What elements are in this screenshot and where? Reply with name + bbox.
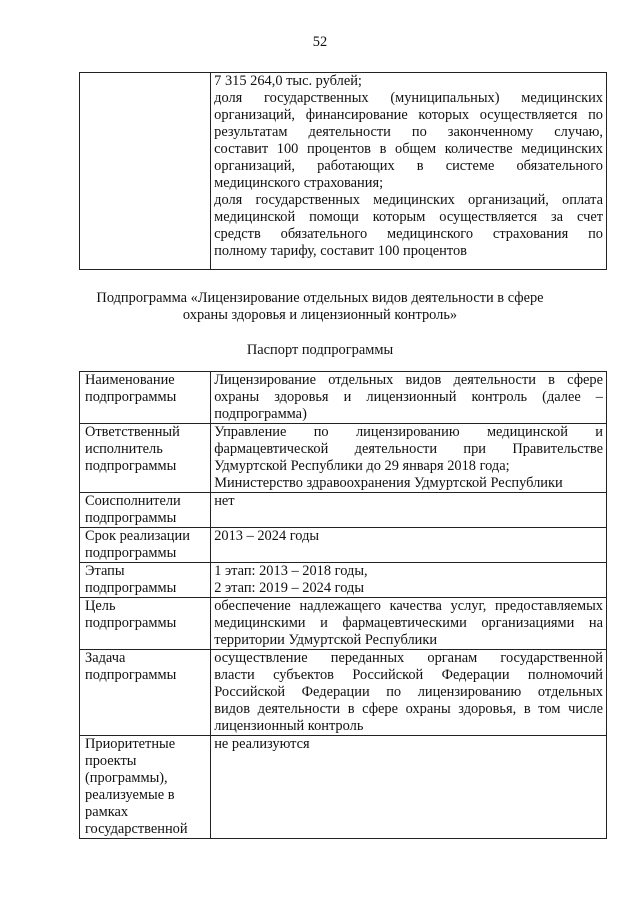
value-line: лицензионный контроль: [214, 718, 364, 734]
passport-label-cell: [80, 424, 211, 493]
value-line: территории Удмуртской Республики: [214, 632, 438, 648]
passport-value-cell: [211, 528, 607, 563]
label-line: Соисполнители: [85, 493, 181, 509]
value-line: Управление по лицензированию медицинской и: [214, 424, 603, 440]
text-line: средств обязательного медицинского страхования по: [214, 226, 603, 242]
text-line: составит 100 процентов в общем количестве медицинских: [214, 141, 603, 157]
label-line: рамках: [85, 804, 129, 820]
label-line: Цель: [85, 598, 116, 614]
passport-label-cell: [80, 528, 211, 563]
subprogram-title-line-2: охраны здоровья и лицензионный контроль»: [182, 307, 458, 323]
value-line: обеспечение надлежащего качества услуг, предоставляемых: [214, 598, 603, 614]
value-line: власти субъектов Российской Федерации полномочий: [214, 667, 603, 683]
label-line: подпрограммы: [85, 545, 177, 561]
value-line: медицинскими и фармацевтическими организациями на: [214, 615, 603, 631]
passport-label-cell: [80, 650, 211, 736]
table-row: [80, 528, 607, 563]
label-line: исполнитель: [85, 441, 163, 457]
value-line: не реализуются: [214, 736, 310, 752]
page-number: 52: [312, 34, 328, 50]
continuation-text-cell: [211, 73, 607, 270]
label-line: подпрограммы: [85, 667, 177, 683]
label-line: подпрограммы: [85, 615, 177, 631]
value-line: Российской Федерации по лицензированию отдельных: [214, 684, 603, 700]
label-line: Этапы: [85, 563, 125, 579]
passport-label-cell: [80, 598, 211, 650]
table-row: [80, 736, 607, 839]
table-row: [80, 598, 607, 650]
table-row: [80, 650, 607, 736]
label-line: подпрограммы: [85, 389, 177, 405]
label-line: государственной: [85, 821, 188, 837]
passport-value-cell: [211, 563, 607, 598]
passport-value-cell: [211, 372, 607, 424]
label-line: подпрограммы: [85, 580, 177, 596]
value-line: осуществление переданных органам государственной: [214, 650, 603, 666]
passport-value-cell: [211, 650, 607, 736]
value-line: 2 этап: 2019 – 2024 годы: [214, 580, 364, 596]
label-line: Срок реализации: [85, 528, 190, 544]
value-line: подпрограмма): [214, 406, 307, 422]
subprogram-title-line-1: Подпрограмма «Лицензирование отдельных видов деятельности в сфере: [96, 290, 544, 306]
text-line: доля государственных (муниципальных) медицинских: [214, 90, 603, 106]
passport-value-cell: [211, 424, 607, 493]
value-line: 2013 – 2024 годы: [214, 528, 320, 544]
label-line: подпрограммы: [85, 458, 177, 474]
passport-label-cell: [80, 493, 211, 528]
passport-value-cell: [211, 598, 607, 650]
label-line: подпрограммы: [85, 510, 177, 526]
label-line: (программы),: [85, 770, 168, 786]
text-line: полному тарифу, составит 100 процентов: [214, 243, 467, 259]
label-line: Наименование: [85, 372, 175, 388]
passport-label-cell: [80, 563, 211, 598]
empty-cell: [80, 73, 211, 270]
passport-value-cell: [211, 493, 607, 528]
passport-table: [79, 371, 607, 839]
label-line: проекты: [85, 753, 137, 769]
passport-value-cell: [211, 736, 607, 839]
text-line: медицинской помощи которым осуществляется за счет: [214, 209, 603, 225]
value-line: 1 этап: 2013 – 2018 годы,: [214, 563, 368, 579]
value-line: нет: [214, 493, 235, 509]
label-line: Задача: [85, 650, 126, 666]
passport-label-cell: [80, 372, 211, 424]
table-row: [80, 73, 607, 270]
table-row: [80, 563, 607, 598]
label-line: реализуемые в: [85, 787, 175, 803]
value-line: фармацевтической деятельности при Правительстве: [214, 441, 603, 457]
continuation-table: [79, 72, 607, 270]
value-line: видов деятельности в сфере охраны здоровья, в том числе: [214, 701, 603, 717]
value-line: охраны здоровья и лицензионный контроль (далее –: [214, 389, 603, 405]
value-line: Лицензирование отдельных видов деятельности в сфере: [214, 372, 603, 388]
table-row: [80, 424, 607, 493]
table-row: [80, 493, 607, 528]
label-line: Приоритетные: [85, 736, 176, 752]
table-row: [80, 372, 607, 424]
text-line: доля государственных медицинских организаций, оплата: [214, 192, 603, 208]
value-line: Удмуртской Республики до 29 января 2018 года;: [214, 458, 510, 474]
label-line: Ответственный: [85, 424, 180, 440]
text-line: организаций, финансирование которых осуществляется по: [214, 107, 603, 123]
passport-title: Паспорт подпрограммы: [246, 342, 394, 358]
value-line: Министерство здравоохранения Удмуртской Республики: [214, 475, 563, 491]
text-line: организаций, работающих в системе обязательного: [214, 158, 603, 174]
passport-label-cell: [80, 736, 211, 839]
text-line: 7 315 264,0 тыс. рублей;: [214, 73, 362, 89]
text-line: результатам деятельности по законченному случаю,: [214, 124, 603, 140]
text-line: медицинского страхования;: [214, 175, 384, 191]
